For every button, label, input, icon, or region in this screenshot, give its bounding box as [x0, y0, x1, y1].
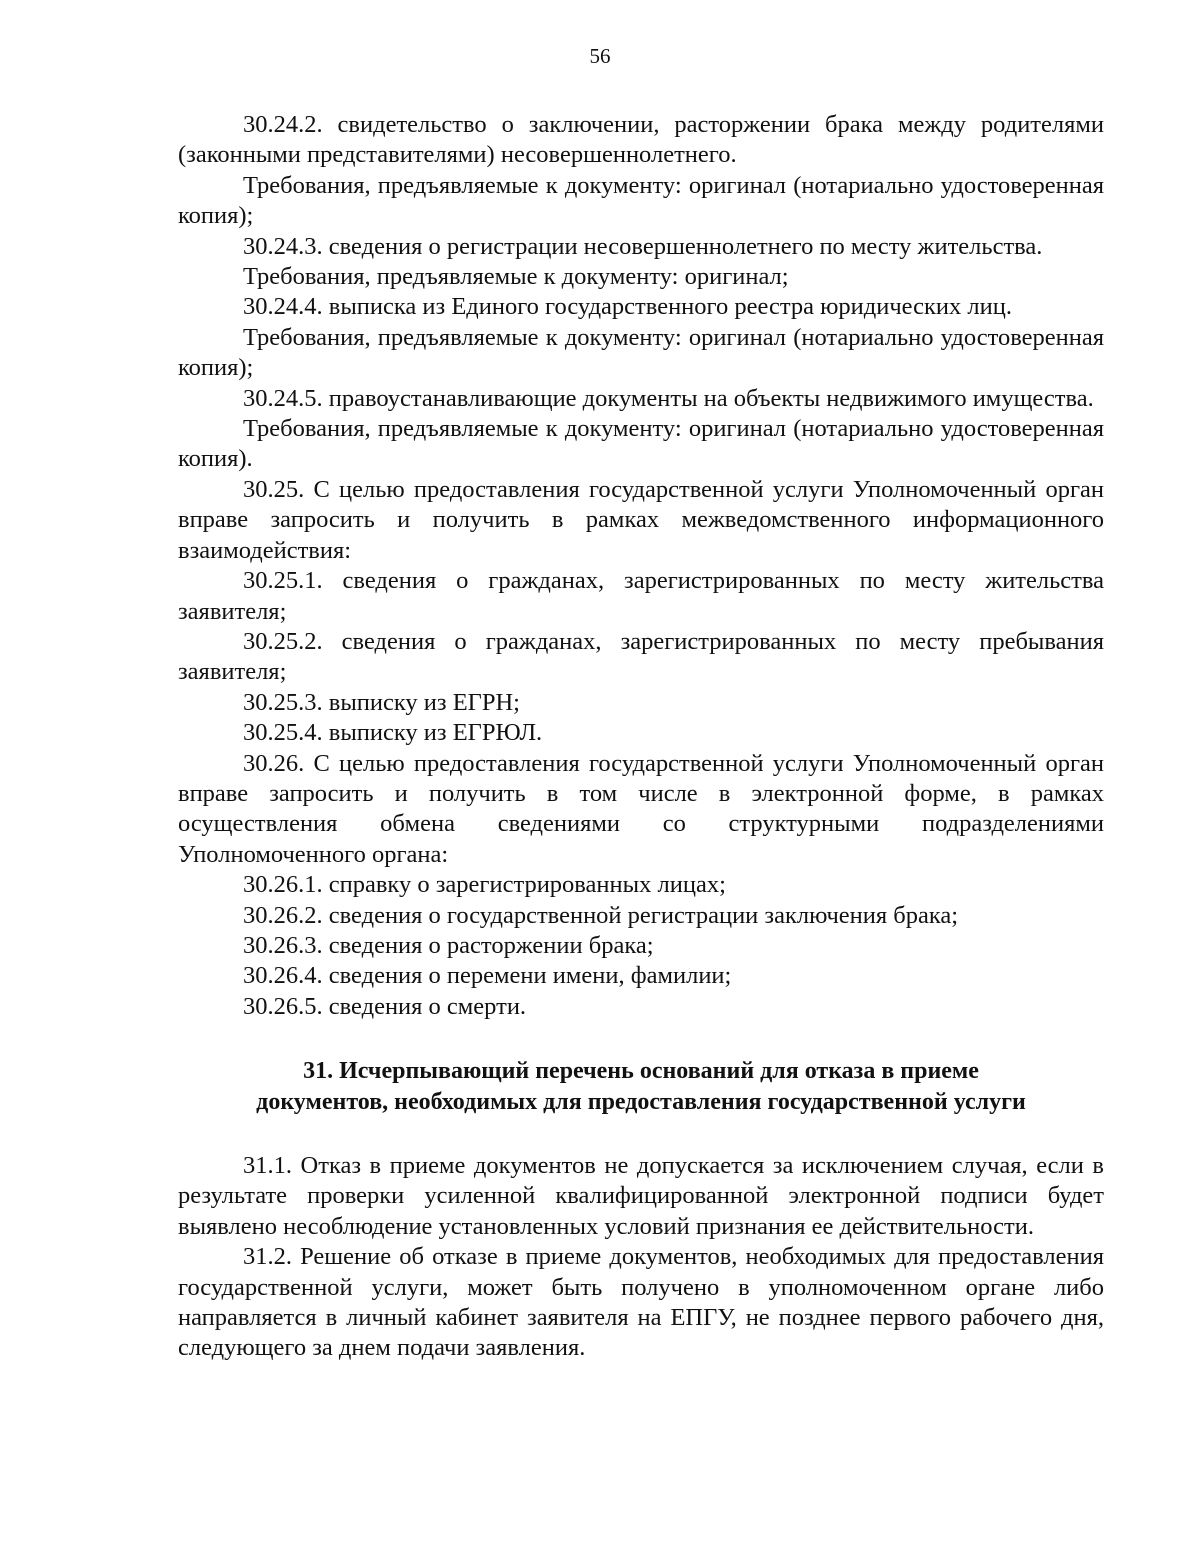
section-heading-line-2: документов, необходимых для предоставления государственной услуги	[256, 1088, 1026, 1115]
section-heading	[178, 1056, 1104, 1117]
paragraph-30-24-5: 30.24.5. правоустанавливающие документы на объекты недвижимого имущества.	[243, 384, 1094, 412]
paragraph-30-25-1: 30.25.1. сведения о гражданах, зарегистрированных по месту жительства заявителя;	[178, 567, 1104, 625]
paragraph-31-2: 31.2. Решение об отказе в приеме документов, необходимых для предоставления государственной услуги, может быть получено в уполномоченном органе либо направляется в личный кабинет заявителя на ЕПГУ, не позднее первого рабочего дня, следующего за днем подачи заявления.	[178, 1243, 1104, 1362]
paragraph-30-26-2: 30.26.2. сведения о государственной регистрации заключения брака;	[243, 901, 959, 929]
paragraph-30-26: 30.26. С целью предоставления государственной услуги Уполномоченный орган вправе запросить и получить в том числе в электронной форме, в рамках осуществления обмена сведениями со структурными подразделениями Уполномоченного органа:	[178, 749, 1104, 868]
page-number: 56	[589, 44, 611, 68]
requirements-paragraph: Требования, предъявляемые к документу: оригинал (нотариально удостоверенная копия).	[178, 415, 1104, 473]
paragraph-30-26-3: 30.26.3. сведения о расторжении брака;	[243, 931, 654, 959]
document-body	[178, 110, 1104, 1364]
paragraph-30-24-2: 30.24.2. свидетельство о заключении, расторжении брака между родителями (законными представителями) несовершеннолетнего.	[178, 111, 1104, 169]
paragraph-30-26-4: 30.26.4. сведения о перемени имени, фамилии;	[243, 962, 732, 990]
requirements-paragraph: Требования, предъявляемые к документу: оригинал (нотариально удостоверенная копия);	[178, 323, 1104, 382]
paragraph-30-25-3: 30.25.3. выписку из ЕГРН;	[243, 688, 520, 716]
section-heading-line-1: 31. Исчерпывающий перечень оснований для отказа в приеме	[303, 1058, 979, 1085]
paragraph-30-26-5: 30.26.5. сведения о смерти.	[243, 992, 527, 1020]
requirements-paragraph: Требования, предъявляемые к документу: оригинал;	[243, 263, 789, 291]
paragraph-30-24-3: 30.24.3. сведения о регистрации несовершеннолетнего по месту жительства.	[243, 232, 1043, 260]
paragraph-30-25: 30.25. С целью предоставления государственной услуги Уполномоченный орган вправе запросить и получить в рамках межведомственного информационного взаимодействия:	[178, 475, 1104, 564]
paragraph-30-25-2: 30.25.2. сведения о гражданах, зарегистрированных по месту пребывания заявителя;	[178, 627, 1104, 686]
paragraph-31-1: 31.1. Отказ в приеме документов не допускается за исключением случая, если в результате проверки усиленной квалифицированной электронной подписи будет выявлено несоблюдение установленных условий признания ее действительности.	[178, 1152, 1104, 1240]
paragraph-30-25-4: 30.25.4. выписку из ЕГРЮЛ.	[243, 719, 543, 747]
paragraph-30-24-4: 30.24.4. выписка из Единого государственного реестра юридических лиц.	[243, 293, 1012, 321]
requirements-paragraph: Требования, предъявляемые к документу: оригинал (нотариально удостоверенная копия);	[178, 171, 1104, 230]
paragraph-30-26-1: 30.26.1. справку о зарегистрированных лицах;	[243, 871, 726, 899]
